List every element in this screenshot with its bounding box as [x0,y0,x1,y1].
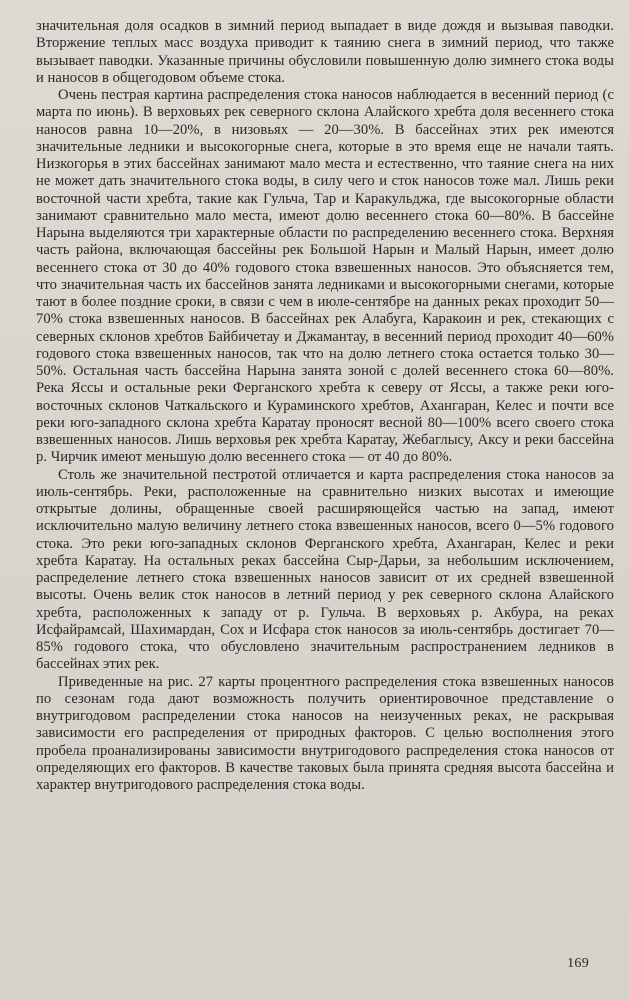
paragraph-3: Столь же значительной пестротой отличается и карта распределения стока наносов за июль-сентябрь. Реки, расположенные на сравнительно низких высотах и имеющие открытые долины, обращенные своей расширяющейся частью на запад, имеют исключительно малую величину летнего стока взвешенных наносов, всего 0—5% годового стока. Это реки юго-западных склонов Ферганского хребта, Ахангаран, Келес и реки хребта Каратау. На остальных реках бассейна Сыр-Дарьи, за небольшим исключением, распределение летнего стока взвешенных наносов зависит от их средней взвешенной высоты. Очень велик сток наносов в летний период у рек северного склона Алайского хребта, расположенных к западу от р. Гульча. В верховьях р. Акбура, на реках Исфайрамсай, Шахимардан, Сох и Исфара сток наносов за июль-сентябрь достигает 70—85% годового стока, что обусловлено значительным распространением ледников в бассейнах этих рек. [36,466,614,673]
page-number: 169 [567,956,589,971]
paragraph-4: Приведенные на рис. 27 карты процентного распределения стока взвешенных наносов по сезонам года дают возможность получить ориентировочное представление о внутригодовом распределении стока наносов на неизученных реках, не раскрывая зависимости его распределения от природных факторов. С целью восполнения этого пробела проанализированы зависимости внутригодового распределения стока наносов от определяющих его факторов. В качестве таковых была принята средняя высота бассейна и характер внутригодового распределения стока воды. [36,673,614,793]
paragraph-1: значительная доля осадков в зимний период выпадает в виде дождя и вызывая паводки. Вторжение теплых масс воздуха приводит к таянию снега в зимний период, что также вызывает паводки. Указанные причины обусловили повышенную долю зимнего стока воды и наносов в общегодовом объеме стока. [36,18,614,86]
paragraph-2: Очень пестрая картина распределения стока наносов наблюдается в весенний период (с марта по июнь). В верховьях рек северного склона Алайского хребта доля весеннего стока наносов равна 10—20%, в низовьях — 20—30%. В бассейнах этих рек имеются значительные ледники и высокогорные снега, которые в это время еще не начали таять. Низкогорья в этих бассейнах занимают мало места и естественно, что таяние снега на них не может дать значительного стока воды, в силу чего и сток наносов тоже мал. Лишь реки восточной части хребта, такие как Гульча, Тар и Каракульджа, где высокогорные области занимают сравнительно мало места, имеют долю весеннего стока 60—80%. В бассейне Нарына выделяются три характерные области по распределению весеннего стока. Верхняя часть района, включающая бассейны рек Большой Нарын и Малый Нарын, имеет долю весеннего стока от 30 до 40% годового стока взвешенных наносов. Это объясняется тем, что значительная часть их бассейнов занята ледниками и высокогорными снегами, которые тают в более поздние сроки, в связи с чем в июле-сентябре на данных реках проходит 50—70% стока взвешенных наносов. В бассейнах рек Алабуга, Каракоин и рек, стекающих с северных склонов хребтов Байбичетау и Джамантау, в весенний период проходит 40—60% годового стока взвешенных наносов, так что на долю летнего стока остается только 30—50%. Остальная часть бассейна Нарына занята зоной с долей весеннего стока 60—80%. Река Яссы и остальные реки Ферганского хребта к северу от Яссы, а также реки юго-восточных склонов Чаткальского и Кураминского хребтов, Ахангаран, Келес и почти все реки юго-западного склона хребта Каратау проносят весной 80—100% всего своего стока взвешенных наносов. Лишь верховья рек хребта Каратау, Жебаглысу, Аксу и реки бассейна р. Чирчик имеют меньшую долю весеннего стока — от 40 до 80%. [36,87,614,466]
text-body [36,18,614,794]
